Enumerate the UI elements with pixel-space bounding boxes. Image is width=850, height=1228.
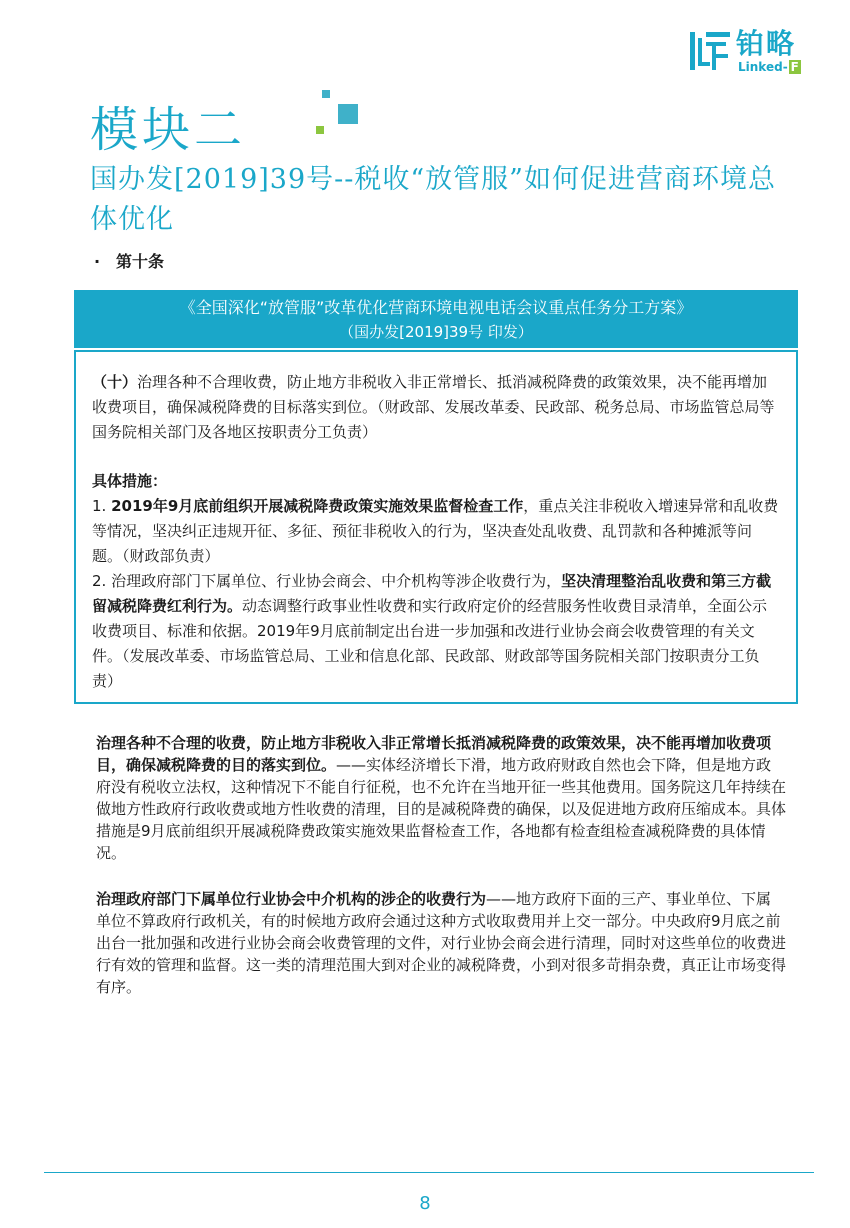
logo-english-main: Linked- <box>738 60 788 74</box>
measure-bold-text: 2019年9月底前组织开展减税降费政策实施效果监督检查工作 <box>111 497 524 515</box>
measure-item-2 <box>92 569 780 694</box>
explanation-text: ——实体经济增长下滑，地方政府财政自然也会下降，但是地方政府没有税收立法权，这种情况下不能自行征税，也不允许在当地开征一些其他费用。国务院这几年持续在做地方性政府行政收费或地方性收费的清理，目的是减税降费的确保，以及促进地方政府压缩成本。具体措施是9月底前组织开展减税降费政策实施效果监督检查工作，各地都有检查组检查减税降费的具体情况。 <box>96 756 787 862</box>
logo-english-name <box>738 60 801 74</box>
company-logo <box>690 27 820 74</box>
footer-divider <box>44 1172 814 1173</box>
logo-english-accent: F <box>790 60 799 74</box>
article-number: （十） <box>92 373 138 391</box>
measures-label: 具体措施： <box>92 472 168 490</box>
logo-chinese-name: 铂略 <box>736 27 797 60</box>
explanation-section <box>96 732 786 1022</box>
module-subtitle: 国办发[2019]39号--税收“放管服”如何促进营商环境总体优化 <box>90 164 776 235</box>
decorative-square <box>322 90 330 98</box>
measure-number: 2. <box>92 572 112 590</box>
explanation-paragraph <box>96 888 786 998</box>
measure-text: ，重点关注非税收入增速异常和乱收费等情况，坚决纠正违规开征、多征、预征非税收入的行为，坚决查处乱收费、乱罚款和各种摊派等问题。（财政部负责） <box>92 497 779 565</box>
module-title: 模块二 <box>90 102 247 158</box>
section-label: 第十条 <box>116 252 165 271</box>
decorative-square <box>316 126 324 134</box>
bullet-icon: · <box>94 252 101 271</box>
measure-number: 1. <box>92 497 112 515</box>
policy-text-box <box>74 350 798 704</box>
linked-f-logo-icon <box>690 32 730 70</box>
measure-bold-text: 坚决清理整治乱收费和第三方截留减税降费红利行为。 <box>92 572 772 615</box>
explanation-text: ——地方政府下面的三产、事业单位、下属单位不算政府行政机关，有的时候地方政府会通过这种方式收取费用并上交一部分。中央政府9月底之前出台一批加强和改进行业协会商会收费管理的文件，对行业协会商会进行清理，同时对这些单位的收费进行有效的管理和监督。这一类的清理范围大到对企业的减税降费，小到对很多苛捐杂费，真正让市场变得有序。 <box>96 890 787 996</box>
page-number: 8 <box>419 1193 431 1214</box>
explanation-paragraph <box>96 732 786 864</box>
measure-item-1 <box>92 494 780 569</box>
measure-text: 动态调整行政事业性收费和实行政府定价的经营服务性收费目录清单，全面公示收费项目、标准和依据。2019年9月底前制定出台进一步加强和改进行业协会商会收费管理的有关文件。（发展改革委、市场监管总局、工业和信息化部、民政部、财政部等国务院相关部门按职责分工负责） <box>92 597 768 690</box>
spacer <box>92 445 780 469</box>
explanation-bold: 治理政府部门下属单位行业协会中介机构的涉企的收费行为 <box>96 890 487 908</box>
policy-paragraph <box>92 370 780 445</box>
measure-text: 治理政府部门下属单位、行业协会商会、中介机构等涉企收费行为， <box>111 572 562 590</box>
banner-title: 《全国深化“放管服”改革优化营商环境电视电话会议重点任务分工方案》 <box>179 298 693 317</box>
section-heading <box>94 250 164 274</box>
decorative-square <box>338 104 358 124</box>
measures-heading <box>92 469 780 494</box>
policy-text: 治理各种不合理收费，防止地方非税收入非正常增长、抵消减税降费的政策效果，决不能再增加收费项目，确保减税降费的目标落实到位。（财政部、发展改革委、民政部、税务总局、市场监管总局等国务院相关部门及各地区按职责分工负责） <box>92 373 775 441</box>
explanation-bold: 治理各种不合理的收费，防止地方非税收入非正常增长抵消减税降费的政策效果，决不能再增加收费项目，确保减税降费的目的落实到位。 <box>96 734 772 774</box>
banner-subtitle: （国办发[2019]39号 印发） <box>339 323 533 341</box>
document-title-banner <box>74 290 798 348</box>
